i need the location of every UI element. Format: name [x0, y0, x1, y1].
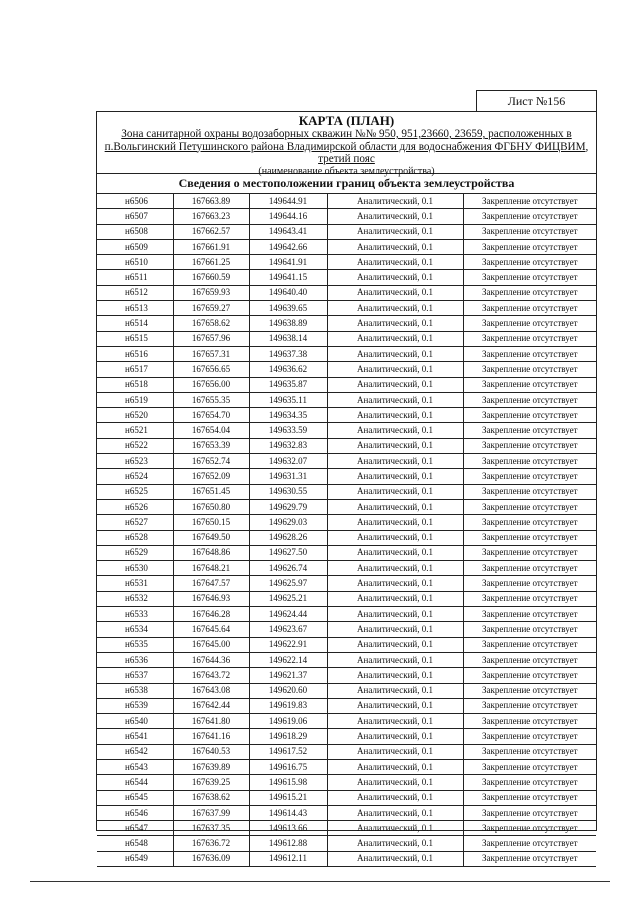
coord-x-cell: 167663.23 [173, 209, 249, 224]
method-cell: Аналитический, 0.1 [327, 194, 463, 209]
fixation-cell: Закрепление отсутствует [463, 607, 596, 622]
point-id-cell: н6519 [97, 392, 173, 407]
coord-x-cell: 167647.57 [173, 576, 249, 591]
coord-x-cell: 167659.93 [173, 285, 249, 300]
sheet-number: Лист №156 [476, 90, 597, 112]
fixation-cell: Закрепление отсутствует [463, 346, 596, 361]
coord-y-cell: 149625.97 [249, 576, 327, 591]
method-cell: Аналитический, 0.1 [327, 821, 463, 836]
fixation-cell: Закрепление отсутствует [463, 469, 596, 484]
method-cell: Аналитический, 0.1 [327, 346, 463, 361]
coord-x-cell: 167645.00 [173, 637, 249, 652]
coord-x-cell: 167661.91 [173, 239, 249, 254]
table-row [97, 331, 596, 346]
coord-x-cell: 167663.89 [173, 194, 249, 209]
method-cell: Аналитический, 0.1 [327, 499, 463, 514]
coord-x-cell: 167639.25 [173, 775, 249, 790]
coord-x-cell: 167641.80 [173, 714, 249, 729]
method-cell: Аналитический, 0.1 [327, 561, 463, 576]
coord-y-cell: 149621.37 [249, 668, 327, 683]
fixation-cell: Закрепление отсутствует [463, 851, 596, 866]
coord-y-cell: 149624.44 [249, 607, 327, 622]
fixation-cell: Закрепление отсутствует [463, 805, 596, 820]
coord-x-cell: 167648.86 [173, 545, 249, 560]
fixation-cell: Закрепление отсутствует [463, 255, 596, 270]
table-row [97, 362, 596, 377]
coord-y-cell: 149641.15 [249, 270, 327, 285]
coord-y-cell: 149628.26 [249, 530, 327, 545]
point-id-cell: н6545 [97, 790, 173, 805]
coord-y-cell: 149632.07 [249, 454, 327, 469]
table-row [97, 821, 596, 836]
coord-y-cell: 149636.62 [249, 362, 327, 377]
point-id-cell: н6548 [97, 836, 173, 851]
table-row [97, 530, 596, 545]
table-row [97, 805, 596, 820]
table-row [97, 545, 596, 560]
fixation-cell: Закрепление отсутствует [463, 622, 596, 637]
coord-y-cell: 149620.60 [249, 683, 327, 698]
coord-y-cell: 149623.67 [249, 622, 327, 637]
method-cell: Аналитический, 0.1 [327, 775, 463, 790]
point-id-cell: н6511 [97, 270, 173, 285]
coord-y-cell: 149616.75 [249, 759, 327, 774]
table-row [97, 668, 596, 683]
method-cell: Аналитический, 0.1 [327, 683, 463, 698]
point-id-cell: н6534 [97, 622, 173, 637]
method-cell: Аналитический, 0.1 [327, 331, 463, 346]
coord-y-cell: 149618.29 [249, 729, 327, 744]
coord-y-cell: 149633.59 [249, 423, 327, 438]
method-cell: Аналитический, 0.1 [327, 454, 463, 469]
coord-x-cell: 167650.80 [173, 499, 249, 514]
method-cell: Аналитический, 0.1 [327, 239, 463, 254]
method-cell: Аналитический, 0.1 [327, 714, 463, 729]
fixation-cell: Закрепление отсутствует [463, 484, 596, 499]
coord-y-cell: 149617.52 [249, 744, 327, 759]
fixation-cell: Закрепление отсутствует [463, 499, 596, 514]
method-cell: Аналитический, 0.1 [327, 744, 463, 759]
method-cell: Аналитический, 0.1 [327, 805, 463, 820]
point-id-cell: н6517 [97, 362, 173, 377]
method-cell: Аналитический, 0.1 [327, 530, 463, 545]
table-row [97, 714, 596, 729]
table-row [97, 454, 596, 469]
coord-x-cell: 167636.09 [173, 851, 249, 866]
table-row [97, 515, 596, 530]
table-row [97, 285, 596, 300]
point-id-cell: н6536 [97, 652, 173, 667]
object-name-line-2: п.Вольгинский Петушинского района Владимирской области для водоснабжения ФГБНУ ФИЦВИМ, [104, 140, 589, 153]
point-id-cell: н6522 [97, 438, 173, 453]
object-name-caption: (наименование объекта землеустройства) [258, 165, 435, 177]
coord-y-cell: 149615.98 [249, 775, 327, 790]
coord-x-cell: 167656.00 [173, 377, 249, 392]
fixation-cell: Закрепление отсутствует [463, 545, 596, 560]
method-cell: Аналитический, 0.1 [327, 438, 463, 453]
point-id-cell: н6533 [97, 607, 173, 622]
point-id-cell: н6543 [97, 759, 173, 774]
method-cell: Аналитический, 0.1 [327, 392, 463, 407]
fixation-cell: Закрепление отсутствует [463, 836, 596, 851]
point-id-cell: н6514 [97, 316, 173, 331]
table-row [97, 423, 596, 438]
method-cell: Аналитический, 0.1 [327, 224, 463, 239]
boundary-points-table [97, 194, 596, 867]
coord-y-cell: 149613.66 [249, 821, 327, 836]
fixation-cell: Закрепление отсутствует [463, 194, 596, 209]
method-cell: Аналитический, 0.1 [327, 484, 463, 499]
document-header [97, 112, 596, 177]
point-id-cell: н6539 [97, 698, 173, 713]
fixation-cell: Закрепление отсутствует [463, 362, 596, 377]
method-cell: Аналитический, 0.1 [327, 668, 463, 683]
coord-y-cell: 149612.88 [249, 836, 327, 851]
table-row [97, 270, 596, 285]
table-row [97, 255, 596, 270]
coord-y-cell: 149635.87 [249, 377, 327, 392]
coord-y-cell: 149638.89 [249, 316, 327, 331]
coord-y-cell: 149619.06 [249, 714, 327, 729]
point-id-cell: н6525 [97, 484, 173, 499]
document-frame [96, 111, 597, 864]
coord-x-cell: 167657.96 [173, 331, 249, 346]
method-cell: Аналитический, 0.1 [327, 851, 463, 866]
coord-x-cell: 167651.45 [173, 484, 249, 499]
point-id-cell: н6527 [97, 515, 173, 530]
fixation-cell: Закрепление отсутствует [463, 515, 596, 530]
table-row [97, 622, 596, 637]
fixation-cell: Закрепление отсутствует [463, 377, 596, 392]
coord-x-cell: 167654.04 [173, 423, 249, 438]
fixation-cell: Закрепление отсутствует [463, 591, 596, 606]
coord-x-cell: 167659.27 [173, 301, 249, 316]
fixation-cell: Закрепление отсутствует [463, 530, 596, 545]
boundary-points-body [97, 194, 596, 867]
coord-x-cell: 167645.64 [173, 622, 249, 637]
method-cell: Аналитический, 0.1 [327, 209, 463, 224]
point-id-cell: н6510 [97, 255, 173, 270]
fixation-cell: Закрепление отсутствует [463, 714, 596, 729]
point-id-cell: н6538 [97, 683, 173, 698]
coord-x-cell: 167643.72 [173, 668, 249, 683]
table-row [97, 576, 596, 591]
coord-x-cell: 167643.08 [173, 683, 249, 698]
point-id-cell: н6515 [97, 331, 173, 346]
table-row [97, 438, 596, 453]
coord-x-cell: 167657.31 [173, 346, 249, 361]
table-row [97, 851, 596, 866]
coord-x-cell: 167662.57 [173, 224, 249, 239]
coord-x-cell: 167654.70 [173, 408, 249, 423]
coord-y-cell: 149638.14 [249, 331, 327, 346]
coord-x-cell: 167644.36 [173, 652, 249, 667]
coord-x-cell: 167661.25 [173, 255, 249, 270]
table-row [97, 744, 596, 759]
coord-y-cell: 149643.41 [249, 224, 327, 239]
method-cell: Аналитический, 0.1 [327, 652, 463, 667]
coord-x-cell: 167648.21 [173, 561, 249, 576]
method-cell: Аналитический, 0.1 [327, 515, 463, 530]
table-row [97, 759, 596, 774]
fixation-cell: Закрепление отсутствует [463, 239, 596, 254]
fixation-cell: Закрепление отсутствует [463, 759, 596, 774]
coord-x-cell: 167652.74 [173, 454, 249, 469]
method-cell: Аналитический, 0.1 [327, 622, 463, 637]
fixation-cell: Закрепление отсутствует [463, 637, 596, 652]
section-title: Сведения о местоположении границ объекта землеустройства [97, 174, 596, 194]
coord-y-cell: 149644.91 [249, 194, 327, 209]
fixation-cell: Закрепление отсутствует [463, 408, 596, 423]
coord-x-cell: 167639.89 [173, 759, 249, 774]
point-id-cell: н6541 [97, 729, 173, 744]
method-cell: Аналитический, 0.1 [327, 729, 463, 744]
table-row [97, 209, 596, 224]
table-row [97, 239, 596, 254]
method-cell: Аналитический, 0.1 [327, 607, 463, 622]
method-cell: Аналитический, 0.1 [327, 255, 463, 270]
point-id-cell: н6509 [97, 239, 173, 254]
coord-x-cell: 167641.16 [173, 729, 249, 744]
point-id-cell: н6547 [97, 821, 173, 836]
method-cell: Аналитический, 0.1 [327, 637, 463, 652]
fixation-cell: Закрепление отсутствует [463, 270, 596, 285]
coord-x-cell: 167660.59 [173, 270, 249, 285]
coord-x-cell: 167638.62 [173, 790, 249, 805]
fixation-cell: Закрепление отсутствует [463, 744, 596, 759]
method-cell: Аналитический, 0.1 [327, 270, 463, 285]
table-row [97, 408, 596, 423]
coord-y-cell: 149622.14 [249, 652, 327, 667]
coord-y-cell: 149614.43 [249, 805, 327, 820]
coord-x-cell: 167650.15 [173, 515, 249, 530]
point-id-cell: н6528 [97, 530, 173, 545]
point-id-cell: н6508 [97, 224, 173, 239]
fixation-cell: Закрепление отсутствует [463, 454, 596, 469]
coord-y-cell: 149627.50 [249, 545, 327, 560]
point-id-cell: н6516 [97, 346, 173, 361]
coord-x-cell: 167640.53 [173, 744, 249, 759]
fixation-cell: Закрепление отсутствует [463, 423, 596, 438]
point-id-cell: н6507 [97, 209, 173, 224]
coord-x-cell: 167646.93 [173, 591, 249, 606]
table-row [97, 469, 596, 484]
coord-y-cell: 149641.91 [249, 255, 327, 270]
point-id-cell: н6506 [97, 194, 173, 209]
method-cell: Аналитический, 0.1 [327, 591, 463, 606]
fixation-cell: Закрепление отсутствует [463, 775, 596, 790]
coord-y-cell: 149626.74 [249, 561, 327, 576]
fixation-cell: Закрепление отсутствует [463, 224, 596, 239]
coord-y-cell: 149634.35 [249, 408, 327, 423]
point-id-cell: н6513 [97, 301, 173, 316]
table-row [97, 499, 596, 514]
table-row [97, 790, 596, 805]
table-row [97, 484, 596, 499]
coord-y-cell: 149640.40 [249, 285, 327, 300]
point-id-cell: н6531 [97, 576, 173, 591]
point-id-cell: н6546 [97, 805, 173, 820]
fixation-cell: Закрепление отсутствует [463, 668, 596, 683]
table-row [97, 224, 596, 239]
fixation-cell: Закрепление отсутствует [463, 576, 596, 591]
point-id-cell: н6520 [97, 408, 173, 423]
method-cell: Аналитический, 0.1 [327, 377, 463, 392]
table-row [97, 698, 596, 713]
table-row [97, 607, 596, 622]
coord-y-cell: 149644.16 [249, 209, 327, 224]
point-id-cell: н6537 [97, 668, 173, 683]
point-id-cell: н6540 [97, 714, 173, 729]
table-row [97, 729, 596, 744]
coord-x-cell: 167652.09 [173, 469, 249, 484]
table-row [97, 591, 596, 606]
table-row [97, 194, 596, 209]
coord-y-cell: 149615.21 [249, 790, 327, 805]
fixation-cell: Закрепление отсутствует [463, 316, 596, 331]
coord-y-cell: 149635.11 [249, 392, 327, 407]
fixation-cell: Закрепление отсутствует [463, 438, 596, 453]
object-name-line-1: Зона санитарной охраны водозаборных скважин №№ 950, 951,23660, 23659, расположенных в [121, 128, 572, 140]
fixation-cell: Закрепление отсутствует [463, 561, 596, 576]
coord-y-cell: 149625.21 [249, 591, 327, 606]
coord-y-cell: 149630.55 [249, 484, 327, 499]
table-row [97, 377, 596, 392]
coord-y-cell: 149612.11 [249, 851, 327, 866]
table-row [97, 392, 596, 407]
fixation-cell: Закрепление отсутствует [463, 392, 596, 407]
coord-x-cell: 167637.99 [173, 805, 249, 820]
coord-x-cell: 167649.50 [173, 530, 249, 545]
coord-x-cell: 167637.35 [173, 821, 249, 836]
method-cell: Аналитический, 0.1 [327, 301, 463, 316]
point-id-cell: н6544 [97, 775, 173, 790]
coord-x-cell: 167646.28 [173, 607, 249, 622]
method-cell: Аналитический, 0.1 [327, 790, 463, 805]
method-cell: Аналитический, 0.1 [327, 545, 463, 560]
fixation-cell: Закрепление отсутствует [463, 285, 596, 300]
fixation-cell: Закрепление отсутствует [463, 301, 596, 316]
method-cell: Аналитический, 0.1 [327, 408, 463, 423]
fixation-cell: Закрепление отсутствует [463, 790, 596, 805]
point-id-cell: н6523 [97, 454, 173, 469]
coord-y-cell: 149629.79 [249, 499, 327, 514]
method-cell: Аналитический, 0.1 [327, 698, 463, 713]
coord-y-cell: 149619.83 [249, 698, 327, 713]
table-row [97, 836, 596, 851]
point-id-cell: н6532 [97, 591, 173, 606]
coord-x-cell: 167656.65 [173, 362, 249, 377]
fixation-cell: Закрепление отсутствует [463, 683, 596, 698]
table-row [97, 561, 596, 576]
method-cell: Аналитический, 0.1 [327, 759, 463, 774]
point-id-cell: н6549 [97, 851, 173, 866]
coord-y-cell: 149642.66 [249, 239, 327, 254]
method-cell: Аналитический, 0.1 [327, 316, 463, 331]
coord-x-cell: 167655.35 [173, 392, 249, 407]
coord-x-cell: 167658.62 [173, 316, 249, 331]
point-id-cell: н6542 [97, 744, 173, 759]
fixation-cell: Закрепление отсутствует [463, 209, 596, 224]
coord-x-cell: 167642.44 [173, 698, 249, 713]
page-bottom-rule [30, 881, 610, 882]
point-id-cell: н6512 [97, 285, 173, 300]
fixation-cell: Закрепление отсутствует [463, 821, 596, 836]
method-cell: Аналитический, 0.1 [327, 423, 463, 438]
point-id-cell: н6521 [97, 423, 173, 438]
method-cell: Аналитический, 0.1 [327, 836, 463, 851]
table-row [97, 683, 596, 698]
method-cell: Аналитический, 0.1 [327, 576, 463, 591]
table-row [97, 346, 596, 361]
point-id-cell: н6535 [97, 637, 173, 652]
fixation-cell: Закрепление отсутствует [463, 729, 596, 744]
method-cell: Аналитический, 0.1 [327, 469, 463, 484]
object-name-line-3: третий пояс [318, 153, 375, 165]
point-id-cell: н6524 [97, 469, 173, 484]
point-id-cell: н6518 [97, 377, 173, 392]
table-row [97, 652, 596, 667]
coord-y-cell: 149622.91 [249, 637, 327, 652]
document-title: КАРТА (ПЛАН) [298, 113, 395, 128]
table-row [97, 316, 596, 331]
table-row [97, 775, 596, 790]
coord-x-cell: 167636.72 [173, 836, 249, 851]
coord-y-cell: 149637.38 [249, 346, 327, 361]
coord-x-cell: 167653.39 [173, 438, 249, 453]
method-cell: Аналитический, 0.1 [327, 362, 463, 377]
point-id-cell: н6526 [97, 499, 173, 514]
table-row [97, 637, 596, 652]
coord-y-cell: 149639.65 [249, 301, 327, 316]
method-cell: Аналитический, 0.1 [327, 285, 463, 300]
fixation-cell: Закрепление отсутствует [463, 331, 596, 346]
point-id-cell: н6530 [97, 561, 173, 576]
fixation-cell: Закрепление отсутствует [463, 698, 596, 713]
table-row [97, 301, 596, 316]
fixation-cell: Закрепление отсутствует [463, 652, 596, 667]
coord-y-cell: 149629.03 [249, 515, 327, 530]
point-id-cell: н6529 [97, 545, 173, 560]
coord-y-cell: 149632.83 [249, 438, 327, 453]
coord-y-cell: 149631.31 [249, 469, 327, 484]
